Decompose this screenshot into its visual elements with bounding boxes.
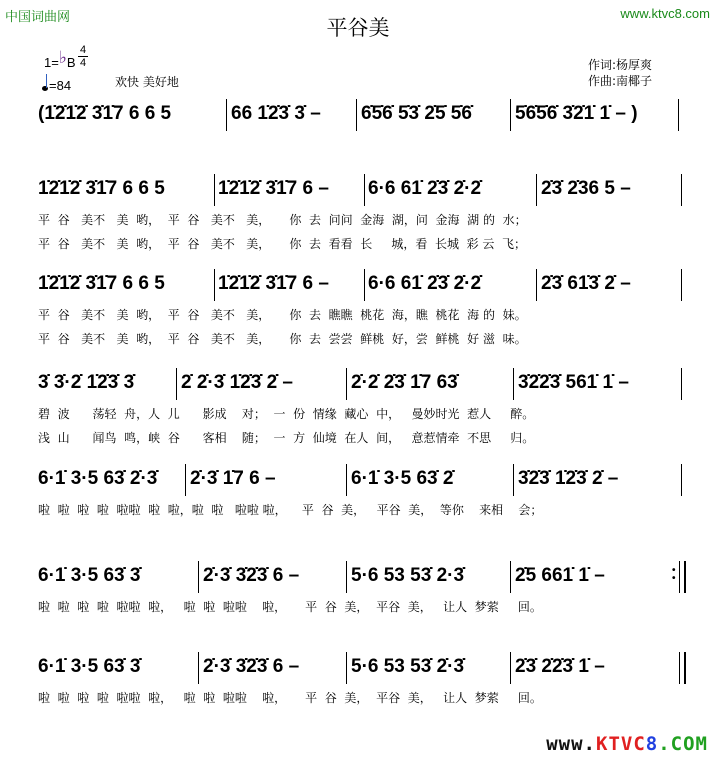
lyric-line: 平 谷 美不 美 哟， 平 谷 美不 美， 你 去 瞧瞧 桃花 海，瞧 桃花 海 的 妹。 — [38, 308, 527, 322]
measure: 3̇2̇3̇ 1̇2̇3̇ 2̇ – — [518, 468, 619, 489]
barline — [364, 269, 365, 301]
measure: 6·1̇ 3·5 63̇ 3̇ — [38, 656, 141, 677]
barline — [510, 561, 511, 593]
barline — [214, 269, 215, 301]
barline — [214, 174, 215, 206]
tempo-marking — [42, 76, 71, 93]
barline — [176, 368, 177, 400]
measure: 1̇2̇1̇2̇ 3̇1̇7 6 – — [218, 178, 329, 199]
lyric-line: 平 谷 美不 美 哟， 平 谷 美不 美， 你 去 尝尝 鲜桃 好，尝 鲜桃 好 滋 味。 — [38, 332, 527, 346]
key-note: B — [66, 55, 76, 70]
lyric-line: 碧 波 荡轻 舟，人 儿 影成 对； 一 份 情缘 藏心 中， 曼妙时光 惹人 醉。 — [38, 407, 535, 421]
time-top: 4 — [79, 44, 87, 56]
site-url[interactable]: www.ktvc8.com — [620, 6, 710, 21]
measure: 66 1̇2̇3̇ 3̇ – — [231, 103, 321, 124]
barline — [226, 99, 227, 131]
barline — [513, 368, 514, 400]
flat-icon: ♭ — [58, 48, 67, 67]
barline — [681, 174, 682, 206]
barline — [185, 464, 186, 496]
barline — [346, 652, 347, 684]
wm-ktv: KTV — [596, 733, 634, 755]
measure: 1̇2̇1̇2̇ 3̇1̇7 6 6 5 — [38, 273, 165, 294]
composer: 作曲:南椰子 — [588, 74, 653, 88]
measure: 3̇2̇2̇3̇ 561̇ 1̇ – — [518, 372, 629, 393]
measure: 2̇ 2̇·3̇ 1̇2̇3̇ 2̇ – — [181, 372, 293, 393]
measure: 2̇·3̇ 3̇2̇3̇ 6 – — [203, 565, 300, 586]
measure: (1̇2̇1̇2̇ 3̇1̇7 6 6 5 — [38, 103, 172, 124]
lyric-line: 平 谷 美不 美 哟， 平 谷 美不 美， 你 去 问问 金海 湖，问 金海 湖 的 水； — [38, 213, 527, 227]
barline — [513, 464, 514, 496]
watermark-logo — [546, 733, 708, 755]
measure: 5̇6̇5̇6̇ 3̇2̇1̇ 1̇ – ) — [515, 103, 638, 124]
barline — [364, 174, 365, 206]
barline — [510, 99, 511, 131]
wm-com: .COM — [658, 733, 708, 755]
time-bottom: 4 — [79, 57, 87, 69]
quarter-note-icon — [42, 86, 48, 91]
barline — [536, 174, 537, 206]
key-label: 1= — [44, 55, 59, 70]
barline — [510, 652, 511, 684]
time-signature — [78, 44, 88, 69]
site-name-cn: 中国词曲网 — [5, 10, 71, 25]
measure: 2̇3̇ 2̇36 5 – — [541, 178, 631, 199]
barline — [536, 269, 537, 301]
measure: 6̇5̇6̇ 5̇3̇ 2̇5̇ 5̇6̇ — [361, 103, 472, 124]
wm-c: C — [633, 733, 646, 755]
measure: 5·6 53 53̇ 2̇·3̇ — [351, 656, 465, 677]
measure: 5·6 53 53̇ 2·3̇ — [351, 565, 465, 586]
barline — [198, 561, 199, 593]
barline — [681, 368, 682, 400]
measure: 6·6 61̇ 2̇3̇ 2̇·2̇ — [368, 273, 482, 294]
barline — [346, 464, 347, 496]
barline — [346, 561, 347, 593]
barline — [681, 269, 682, 301]
expression-marking: 欢快 美好地 — [115, 75, 179, 89]
note-stem — [46, 74, 47, 88]
measure: 2̇3̇ 2̇2̇3̇ 1̇ – — [515, 656, 605, 677]
measure: 3̇ 3̇·2̇ 1̇2̇3̇ 3̇ — [38, 372, 135, 393]
credits — [588, 57, 652, 89]
lyricist: 作词:杨厚爽 — [588, 58, 653, 72]
measure: 1̇2̇1̇2̇ 3̇1̇7 6 – — [218, 273, 329, 294]
lyric-line: 平 谷 美不 美 哟， 平 谷 美不 美， 你 去 看看 长 城，看 长城 彩 云 飞； — [38, 237, 527, 251]
measure: 2̇5 661̇ 1̇ – — [515, 565, 605, 586]
measure: 6·1̇ 3·5 63̇ 3̇ — [38, 565, 141, 586]
song-title: 平谷美 — [326, 16, 390, 40]
barline — [681, 464, 682, 496]
measure: 2̇·3̇ 3̇2̇3̇ 6 – — [203, 656, 300, 677]
lyric-line: 浅 山 闻鸟 鸣，峡 谷 客相 随； 一 方 仙境 在人 间， 意惹情牵 不思 归。 — [38, 431, 535, 445]
lyric-line: 啦 啦 啦 啦 啦啦 啦， 啦 啦 啦啦 啦， 平 谷 美， 平谷 美， 让人 梦萦 回。 — [38, 691, 542, 705]
measure: 6·1̇ 3·5 63̇ 2̇ — [351, 468, 454, 489]
lyric-line: 啦 啦 啦 啦 啦啦 啦， 啦 啦 啦啦 啦， 平 谷 美， 平谷 美， 让人 梦萦 回。 — [38, 600, 542, 614]
lyric-line: 啦 啦 啦 啦 啦啦 啦 啦，啦 啦 啦啦 啦， 平 谷 美， 平谷 美， 等你 来相 会； — [38, 503, 543, 517]
final-barline — [679, 652, 686, 684]
barline — [678, 99, 679, 131]
barline — [356, 99, 357, 131]
key-signature — [44, 48, 76, 72]
measure: 2̇·3̇ 1̇7 6 – — [190, 468, 276, 489]
wm-www: www. — [546, 733, 596, 755]
barline — [346, 368, 347, 400]
measure: 6·1̇ 3·5 63̇ 2̇·3̇ — [38, 468, 158, 489]
repeat-dots-icon: • • — [672, 565, 676, 584]
wm-8: 8 — [645, 733, 659, 755]
tempo-value: =84 — [49, 78, 72, 93]
measure: 2̇·2̇ 2̇3̇ 1̇7 63̇ — [351, 372, 458, 393]
barline — [198, 652, 199, 684]
repeat-end-barline — [679, 561, 686, 593]
measure: 2̇3̇ 61̇3̇ 2̇ – — [541, 273, 631, 294]
measure: 1̇2̇1̇2̇ 3̇1̇7 6 6 5 — [38, 178, 165, 199]
measure: 6·6 61̇ 2̇3̇ 2̇·2̇ — [368, 178, 482, 199]
